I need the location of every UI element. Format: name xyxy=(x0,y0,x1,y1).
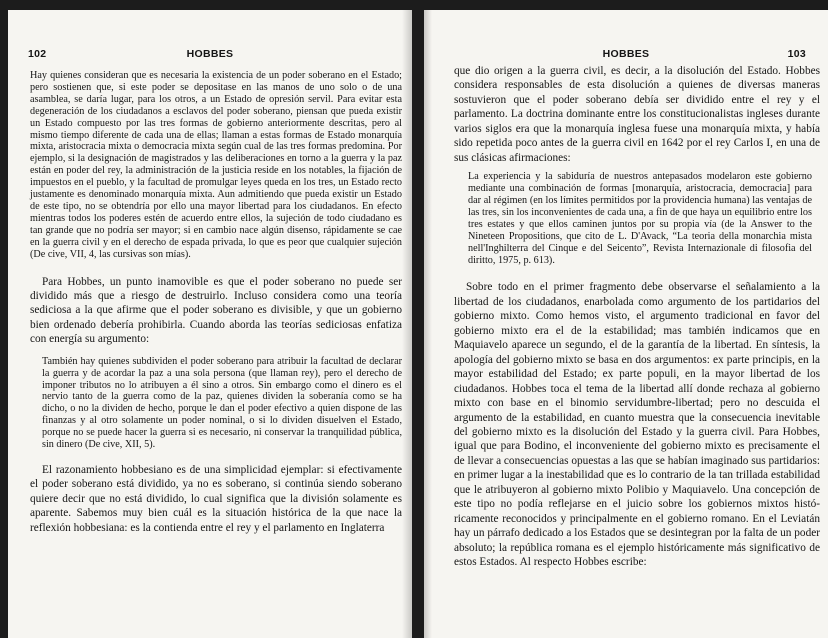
right-page-body xyxy=(454,64,820,569)
right-page-header xyxy=(424,48,828,62)
block-quote: También hay quienes subdividen el poder soberano para atribuir la facultad de declarar la guerra y de acordar la paz a una sola persona (que llaman rey), pero el derecho de imponer tributos no lo atribuyen a él sino a otros. Sin embargo como el dinero es el nervio tanto de la guerra como de la paz, quienes dividen la soberanía como se ha dicho, o no la dividen de hecho, porque le dan el poder efectivo a quien dispone de las finanzas y al otro solamente un poder nominal, o si lo dividen disuelven el Estado, porque no se puede hacer la guerra si es necesario, ni conservar la tranquilidad pública, sin dinero (De cive, XII, 5). xyxy=(42,355,402,451)
body-paragraph: Sobre todo en el primer fragmento debe observarse el señalamiento a la libertad de los ciudadanos, enarbolada como argumento de los partidarios del gobierno mixto. Como hemos visto, el argumento tradicional en favor del gobierno mixto era el de la estabilidad; mas también indicamos que en Maquiavelo aparece un segundo, el de la garantía de la libertad. En síntesis, la apología del gobierno mixto se basa en dos argumentos: ex parte principis, en la mayor estabilidad del Estado; ex parte populi, en la mayor libertad de los ciudadanos. Hobbes toca el tema de la libertad allí donde rechaza al gobierno mixto con base en el binomio servidumbre-libertad; pero no descuida el argumento de la estabilidad, en cuanto muestra que la consecuencia inevitable del gobierno mixto es la disolución del Estado y la guerra civil. Para Hobbes, igual que para Bodino, el inconveniente del gobierno mixto es precisamente el de llevar a consecuencias opuestas a las que se habían imaginado sus partidarios: en primer lugar a la inestabilidad que es lo contrario de la tan trillada estabilidad que le atribuyeron al gobierno mixto Polibio y Maquiavelo. Una concepción de este tipo no podía reflejarse en el juicio sobre los gobiernos mixtos históricamente reconocidos y principalmente en el gobierno romano. En el Leviatán hay un párrafo dedicado a los Estados que se desintegran por la falta de un poder absoluto; la república romana es el ejemplo históricamente más significativo de estos Estados. Al respecto Hobbes escribe: xyxy=(454,281,820,569)
page-number: 103 xyxy=(787,48,806,60)
page-number: 102 xyxy=(28,48,47,60)
left-page-header xyxy=(8,48,412,62)
right-page xyxy=(424,10,828,638)
left-page xyxy=(8,10,412,638)
running-head: HOBBES xyxy=(602,48,650,60)
block-quote: La experiencia y la sabiduría de nuestros antepasados modelaron este gobierno mediante una combinación de formas [monarquía, aristocracia, democracia] para dar al régimen (en los límites permitidos por la providencia humana) las ventajas de las tres, sin los inconvenientes de cada una, a fin de que haya un equilibrio entre los tres estates y que ellos caminen juntos por su propia vía (de la Answer to the Nineteen Propositions, que cito de L. D'Avack, “La teoria della monarchia mista nell'Inghilterra del Cinque e del Seicento”, Revista Internazionale di filosofia del diritto, 1975, p. 613). xyxy=(468,171,812,266)
block-quote: Hay quienes consideran que es necesaria la existencia de un poder soberano en el Estado; pero sostienen que, si este poder se depositase en las manos de uno solo o de una asamblea, se daría lugar, para los otros, a un Estado de opresión servil. Para evitar esta degeneración de los ciudadanos a esclavos del poder soberano, piensan que pueda existir un Estado compuesto por las tres formas de gobierno anteriormente descritas, pero al mismo tiempo diferente de cada una de ellas; llaman a estas formas de Estado monarquía mixta, aristocracia mixta o democracia mixta según cual de las tres formas predomina. Por ejemplo, si la designación de magistrados y las deliberaciones en torno a la guerra y la paz están en poder del rey, la administración de la justicia reside en los notables, la fijación de impuestos en el pueblo, y la facultad de promulgar leyes queda en los tres, un Estado recto justamente es denominado monarquía mixta. Aun admitiendo que pueda existir un Estado de este tipo, no se obtendría por ello una mayor libertad para los ciudadanos. En efecto mientras todos los poderes estén de acuerdo entre ellos, la sujeción de todo ciudadano es tan grande que no podría ser mayor; si en cambio nace algún disenso, rápidamente se cae en la guerra civil y en el derecho de espada privada, lo que es peor que cualquier sujeción (De cive, VII, 4, las cursivas son mías). xyxy=(30,70,402,260)
body-paragraph: que dio origen a la guerra civil, es decir, a la disolución del Estado. Hobbes considera responsables de esta disolución a quienes de diversas maneras sostuvieron que el poder soberano debía ser dividido entre el rey y el parlamento. La doctrina dominante entre los constitucionalistas ingleses durante varios siglos era que la monarquía inglesa fuese una monarquía mixta, y había sido repetida poco antes de la guerra civil en 1642 por el rey Carlos I, en una de sus clásicas afirmaciones: xyxy=(454,65,820,164)
running-head: HOBBES xyxy=(186,48,234,60)
body-paragraph: Para Hobbes, un punto inamovible es que el poder soberano no puede ser dividido más que a riesgo de destruirlo. Incluso considera como una teoría sediciosa a la que afirme que el poder soberano es divisible, y que un gobierno bien ordenado debería prohibirla. Cuando aborda las teorías sediciosas enfatiza con energía su argumento: xyxy=(30,275,402,346)
left-page-body xyxy=(30,70,402,535)
body-paragraph: El razonamiento hobbesiano es de una simplicidad ejemplar: si efectivamente el poder soberano está dividido, ya no es soberano, si continúa siendo soberano quiere decir que no está dividido, lo cual significa que la división solamente es aparente. Sabemos muy bien cuál es la situación histórica de la que nace la reflexión hobbesiana: es la contienda entre el rey y el parlamento en Inglaterra xyxy=(30,464,402,534)
